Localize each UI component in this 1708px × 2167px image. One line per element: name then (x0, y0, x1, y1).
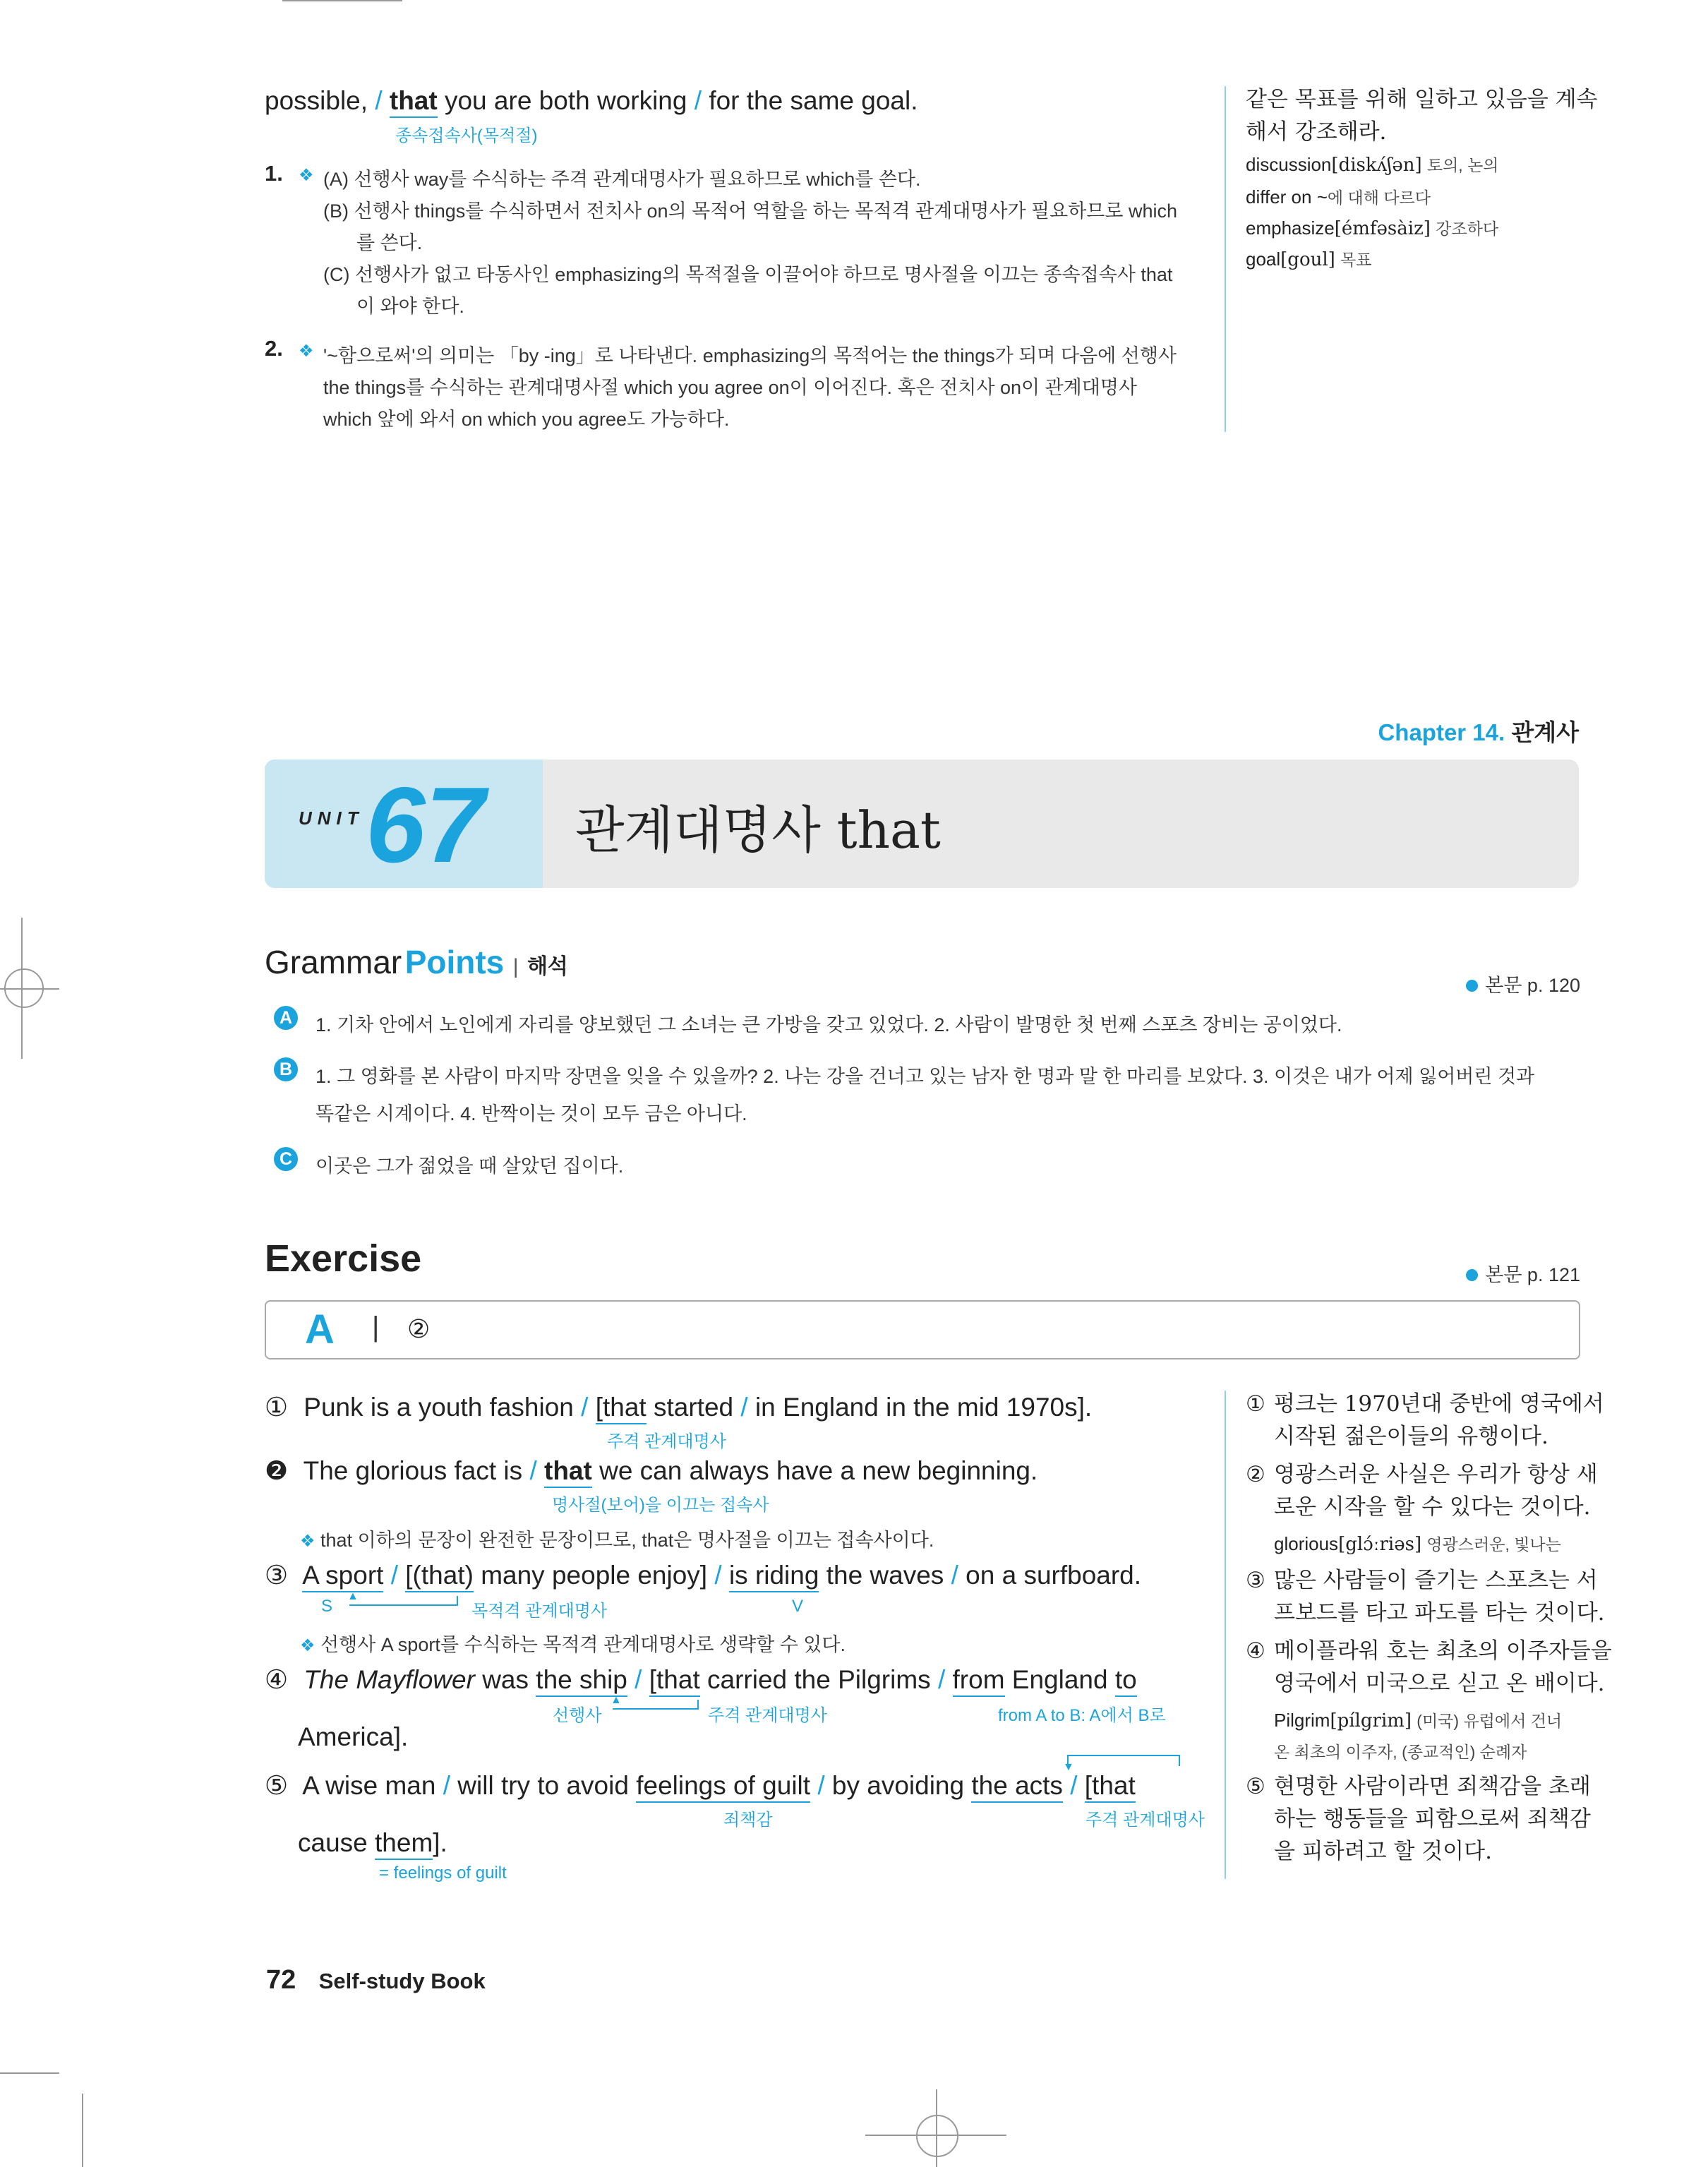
verb: is riding (729, 1561, 819, 1592)
relative-pronoun: [that (1085, 1771, 1136, 1803)
text: will try to avoid (457, 1771, 629, 1800)
note-line: 를 쓴다. (356, 232, 423, 253)
text: carried the Pilgrims (707, 1665, 931, 1694)
chapter-title: 관계사 (1511, 719, 1579, 745)
answer-box (265, 1300, 1580, 1359)
keyword-that: that (390, 86, 438, 118)
text: you are both working (444, 86, 687, 115)
translation-line: 같은 목표를 위해 일하고 있음을 계속 (1246, 87, 1598, 112)
vocab-item (1246, 152, 1499, 176)
unit-title: 관계대명사 that (575, 800, 941, 860)
separator: / (740, 1393, 748, 1422)
heading-word: Grammar (265, 944, 402, 980)
arrow-head-icon: ▲ (347, 1590, 359, 1602)
translation-line: 을 피하려고 할 것이다. (1274, 1839, 1492, 1864)
point-text: 이곳은 그가 젊었을 때 살았던 집이다. (315, 1155, 624, 1177)
text: by avoiding (831, 1771, 965, 1800)
text-continuation: America]. (298, 1722, 409, 1751)
answer-letter: A (305, 1307, 335, 1352)
exercise-item (265, 1770, 1136, 1801)
vocab-pron: [goul] (1280, 249, 1335, 270)
translation-line: 하는 행동들을 피함으로써 죄책감 (1274, 1806, 1591, 1832)
vocab-meaning: 영광스러운, 빛나는 (1426, 1535, 1561, 1554)
vocab-meaning: 에 대해 다르다 (1327, 188, 1431, 207)
vocab-pron: [glɔ́ːriəs] (1338, 1534, 1422, 1555)
arrow-head-icon: ▲ (611, 1694, 622, 1706)
annotation: 명사절(보어)을 이끄는 접속사 (552, 1496, 769, 1515)
separator: / (1070, 1771, 1078, 1800)
note-line: 이 와야 한다. (356, 296, 464, 317)
translation-line: 해서 강조해라. (1246, 119, 1387, 145)
diamond-icon: ❖ (300, 1636, 315, 1655)
item-note (300, 1525, 934, 1552)
antecedent: the acts (971, 1771, 1063, 1803)
vocab-item (1246, 247, 1371, 270)
page-footer (266, 1965, 486, 1995)
vocab-item (1274, 1532, 1561, 1555)
text: A wise man (302, 1771, 436, 1800)
vocab-item (1274, 1739, 1527, 1763)
vocab-item (1246, 185, 1431, 208)
heading-sub: 해석 (527, 955, 568, 978)
vocab-pron: [pílgrim] (1330, 1710, 1412, 1731)
vocab-item (1246, 216, 1498, 239)
separator: / (951, 1561, 958, 1590)
text: from (953, 1665, 1005, 1697)
text: to (1115, 1665, 1137, 1697)
column-divider (1225, 1391, 1226, 1879)
note-number: 1. (265, 161, 283, 186)
note-line: (C) 선행사가 없고 타동사인 emphasizing의 목적절을 이끌어야 하므로 명사절을 이끄는 종속접속사 that (323, 264, 1173, 285)
diamond-icon: ❖ (300, 1532, 315, 1551)
keyword-that: that (544, 1456, 592, 1488)
annotation-subject: S (321, 1597, 333, 1616)
text: cause (298, 1828, 368, 1857)
vocab-phrase: feelings of guilt (636, 1771, 810, 1803)
text: on a surfboard. (966, 1561, 1142, 1590)
vocab-word: glorious (1274, 1533, 1339, 1554)
separator: / (529, 1456, 537, 1485)
column-divider (1225, 86, 1226, 432)
answer-divider: | (372, 1311, 380, 1343)
text: started (653, 1393, 734, 1422)
relative-pronoun: [(that) (405, 1561, 474, 1592)
text: The glorious fact is (303, 1456, 523, 1485)
vocab-word: differ on ~ (1246, 186, 1328, 208)
grammar-heading (265, 943, 568, 981)
page-reference (1466, 970, 1580, 997)
translation-item (1246, 1770, 1591, 1868)
translation-line: 현명한 사람이라면 죄책감을 초래 (1274, 1774, 1591, 1799)
book-name: Self-study Book (318, 1969, 486, 1993)
antecedent: the ship (536, 1665, 627, 1697)
exercise-item (265, 1392, 1092, 1422)
text: we can always have a new beginning. (599, 1456, 1038, 1485)
annotation: 주격 관계대명사 (1085, 1811, 1205, 1830)
separator: / (635, 1665, 642, 1694)
note-line: '~함으로써'의 의미는 「by -ing」로 나타낸다. emphasizing의 목적어는 the things가 되며 다음에 선행사 (323, 345, 1177, 366)
arrow-head-icon: ▼ (1063, 1761, 1074, 1773)
item-note (300, 1629, 846, 1657)
note-text: 선행사 A sport를 수식하는 목적격 관계대명사로 생략할 수 있다. (320, 1634, 846, 1655)
vocab-pron: [diskʌ́ʃən] (1331, 155, 1422, 176)
annotation: 종속접속사(목적절) (395, 126, 538, 145)
link-arrow (1067, 1755, 1180, 1766)
bullet-icon (1466, 980, 1478, 992)
vocab-word: emphasize (1246, 217, 1335, 239)
translation-item (1246, 1388, 1604, 1453)
note-line: (A) 선행사 way를 수식하는 주격 관계대명사가 필요하므로 which를 쓴다. (323, 169, 921, 190)
text: possible, (265, 86, 368, 115)
subject: A sport (302, 1561, 383, 1592)
annotation: 선행사 (553, 1706, 602, 1725)
separator: / (714, 1561, 722, 1590)
diamond-icon: ❖ (299, 342, 314, 361)
badge-b: B (274, 1057, 298, 1081)
annotation-verb: V (792, 1597, 804, 1616)
page-reference (1466, 1259, 1580, 1287)
translation-item (1246, 1564, 1605, 1629)
item-number: ⑤ (265, 1771, 289, 1800)
exercise-item (265, 1560, 1141, 1590)
point-text: 똑같은 시계이다. 4. 반짝이는 것이 모두 금은 아니다. (315, 1103, 747, 1124)
annotation: 목적격 관계대명사 (471, 1602, 608, 1621)
unit-number: 67 (366, 765, 486, 885)
badge-a: A (274, 1006, 298, 1030)
translation-line: 시작된 젊은이들의 유행이다. (1274, 1424, 1548, 1449)
exercise-item (265, 1455, 1038, 1486)
note-text: that 이하의 문장이 완전한 문장이므로, that은 명사절을 이끄는 접속사이다. (320, 1530, 934, 1551)
bullet-icon (1466, 1269, 1478, 1281)
item-number: ③ (265, 1561, 289, 1590)
vocab-pron: [émfəsàiz] (1334, 218, 1431, 239)
link-arrow (349, 1596, 458, 1606)
chapter-label: Chapter 14. (1378, 719, 1505, 745)
annotation: = feelings of guilt (379, 1863, 507, 1883)
separator: / (817, 1771, 825, 1800)
translation-line: 프보드를 타고 파도를 타는 것이다. (1274, 1600, 1605, 1626)
item-number: ④ (265, 1665, 289, 1694)
item-number: ④ (1246, 1638, 1265, 1664)
item-number: ⑤ (1246, 1774, 1265, 1799)
translation-item (1246, 1458, 1598, 1523)
link-arrow (613, 1700, 699, 1710)
vocab-meaning: (미국) 유럽에서 건너 (1417, 1712, 1563, 1730)
exercise-item (265, 1664, 1137, 1695)
vocab-meaning: 토의, 논의 (1426, 156, 1499, 174)
badge-c: C (274, 1147, 298, 1171)
translation (1246, 83, 1597, 148)
exercise-title: Exercise (265, 1237, 422, 1280)
pronoun: them (375, 1828, 433, 1860)
translation-line: 메이플라워 호는 최초의 이주자들을 (1274, 1638, 1612, 1664)
annotation: 주격 관계대명사 (607, 1432, 726, 1451)
text: was (482, 1665, 529, 1694)
separator: / (581, 1393, 589, 1422)
point-text: 1. 그 영화를 본 사람이 마지막 장면을 잊을 수 있을까? 2. 나는 강을 건너고 있는 남자 한 명과 말 한 마리를 보았다. 3. 이것은 내가 어제 잃어버린 것과 (315, 1066, 1535, 1087)
heading-word: Points (404, 944, 505, 980)
page-number: 72 (266, 1965, 296, 1995)
translation-item (1246, 1635, 1612, 1700)
separator: / (375, 86, 383, 115)
translation-line: 펑크는 1970년대 중반에 영국에서 (1274, 1391, 1604, 1417)
item-number: ③ (1246, 1568, 1265, 1593)
vocab-meaning: 강조하다 (1436, 220, 1499, 238)
note-line: (B) 선행사 things를 수식하면서 전치사 on의 목적어 역할을 하는 목적격 관계대명사가 필요하므로 which (323, 200, 1177, 222)
vocab-word: discussion (1246, 154, 1332, 175)
registration-mark (4, 968, 44, 1008)
vocab-meaning: 목표 (1340, 251, 1372, 269)
vocab-word: goal (1246, 248, 1281, 270)
relative-pronoun: [that (596, 1393, 646, 1424)
text: the waves (826, 1561, 944, 1590)
separator: / (390, 1561, 398, 1590)
annotation: from A to B: A에서 B로 (998, 1706, 1166, 1725)
separator: / (443, 1771, 451, 1800)
unit-banner (265, 760, 1579, 888)
note-line: the things를 수식하는 관계대명사절 which you agree on이 이어진다. 혹은 전치사 on이 관계대명사 (323, 377, 1137, 398)
point-text: 1. 기차 안에서 노인에게 자리를 양보했던 그 소녀는 큰 가방을 갖고 있었다. 2. 사람이 발명한 첫 번째 스포츠 장비는 공이었다. (315, 1014, 1342, 1036)
heading-divider: | (512, 955, 519, 978)
text: ]. (433, 1828, 447, 1857)
item-number: ① (265, 1393, 289, 1422)
crop-mark (82, 2094, 83, 2167)
ship-name: The Mayflower (303, 1665, 475, 1694)
separator: / (937, 1665, 946, 1694)
text: Punk is a youth fashion (303, 1393, 574, 1422)
chapter-header (1378, 714, 1579, 748)
translation-line: 영광스러운 사실은 우리가 항상 새 (1274, 1462, 1598, 1487)
note-line: which 앞에 와서 on which you agree도 가능하다. (323, 409, 730, 430)
vocab-item (1274, 1708, 1562, 1731)
translation-line: 영국에서 미국으로 싣고 온 배이다. (1274, 1671, 1605, 1696)
separator: / (694, 86, 702, 115)
page-ref-text: 본문 p. 121 (1485, 1264, 1580, 1285)
crop-mark (0, 2072, 59, 2074)
item-number: ❷ (265, 1456, 289, 1485)
text: England (1011, 1665, 1108, 1694)
item-number: ② (1246, 1462, 1265, 1487)
text-continuation (298, 1828, 447, 1858)
text: for the same goal. (709, 86, 918, 115)
item-number: ① (1246, 1391, 1265, 1417)
text: in England in the mid 1970s]. (754, 1393, 1093, 1422)
crop-mark (282, 0, 402, 1)
registration-mark (916, 2115, 958, 2157)
diamond-icon: ❖ (299, 166, 314, 185)
note-number: 2. (265, 336, 283, 361)
unit-label: UNIT (299, 808, 364, 829)
text: many people enjoy] (481, 1561, 708, 1590)
page-ref-text: 본문 p. 120 (1485, 975, 1580, 996)
vocab-word: Pilgrim (1274, 1710, 1330, 1731)
translation-line: 많은 사람들이 즐기는 스포츠는 서 (1274, 1568, 1598, 1593)
annotation: 죄책감 (723, 1811, 773, 1830)
annotation: 주격 관계대명사 (708, 1706, 827, 1725)
vocab-meaning: 온 최초의 이주자, (종교적인) 순례자 (1274, 1743, 1527, 1761)
answer-value: ② (407, 1314, 431, 1343)
top-sentence (265, 86, 918, 116)
translation-line: 로운 시작을 할 수 있다는 것이다. (1274, 1494, 1591, 1520)
relative-pronoun: [that (649, 1665, 700, 1697)
